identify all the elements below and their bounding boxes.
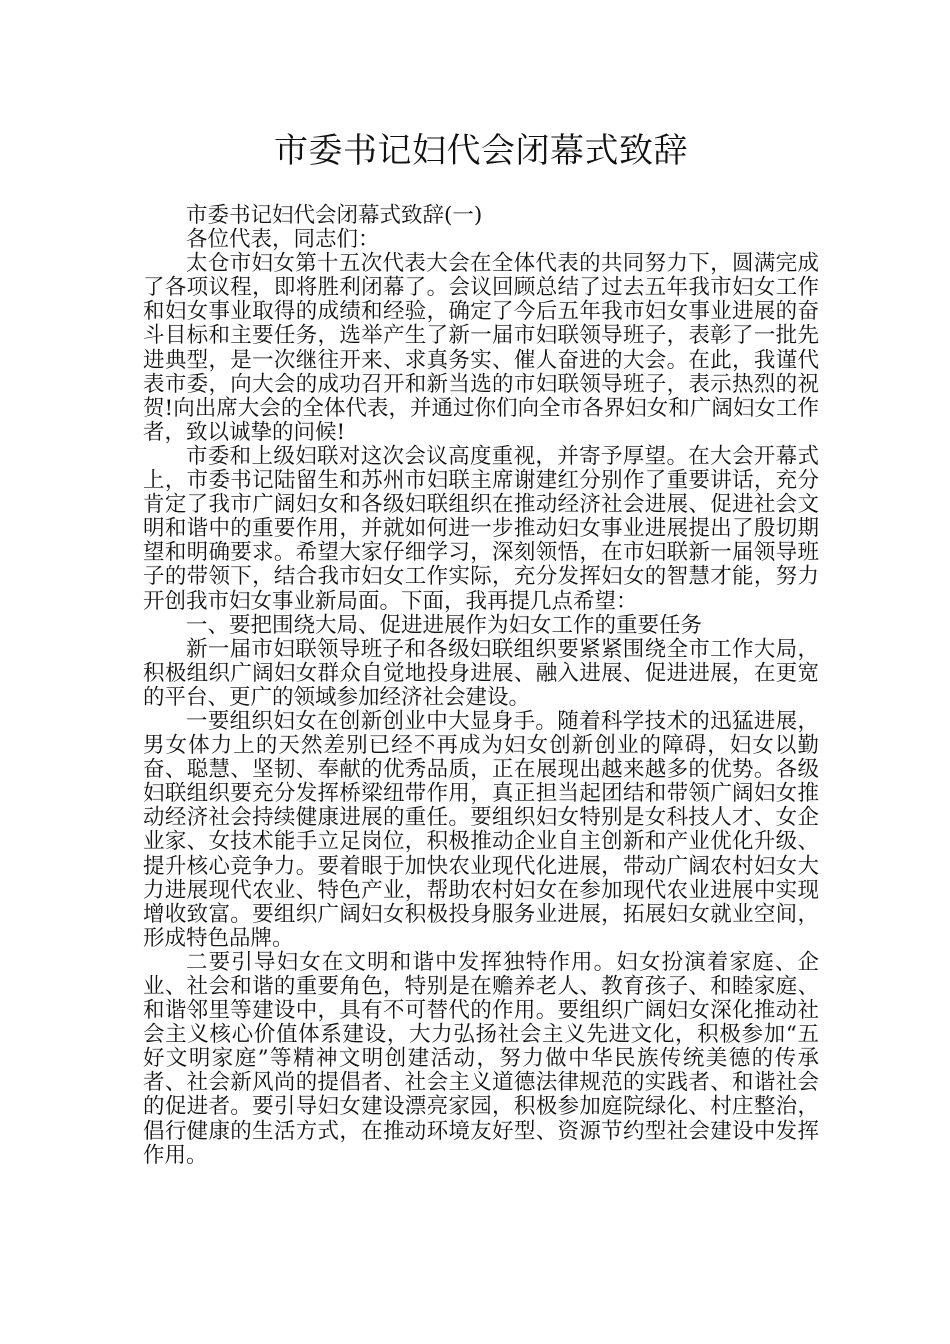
salutation-paragraph: 各位代表，同志们： bbox=[186, 227, 380, 253]
body-paragraph: 一要组织妇女在创新创业中大显身手。随着科学技术的迅猛进展，男女体力上的天然差别已经不再成为妇女创新创业的障碍，妇女以勤奋、聪慧、坚韧、奉献的优秀品质，正在展现出越来越多的优势。各级妇联组织要充分发挥桥梁纽带作用，真正担当起团结和带领广阔妇女推动经济社会持续健康进展的重任。要组织妇女特别是女科技人才、女企业家、女技术能手立足岗位，积极推动企业自主创新和产业优化升级、提升核心竞争力。要着眼于加快农业现代化进展，带动广阔农村妇女大力进展现代农业、特色产业，帮助农村妇女在参加现代农业进展中实现增收致富。要组织广阔妇女积极投身服务业进展，拓展妇女就业空间，形成特色品牌。 bbox=[143, 708, 819, 951]
document-title: 市委书记妇代会闭幕式致辞 bbox=[274, 131, 688, 171]
subtitle-paragraph: 市委书记妇代会闭幕式致辞(一) bbox=[186, 203, 483, 228]
body-paragraph: 市委和上级妇联对这次会议高度重视，并寄予厚望。在大会开幕式上，市委书记陆留生和苏州市妇联主席谢建红分别作了重要讲话，充分肯定了我市广阔妇女和各级妇联组织在推动经济社会进展、促进社会文明和谐中的重要作用，并就如何进一步推动妇女事业进展提出了殷切期望和明确要求。希望大家仔细学习，深刻领悟，在市妇联新一届领导班子的带领下，结合我市妇女工作实际，充分发挥妇女的智慧才能，努力开创我市妇女事业新局面。下面，我再提几点希望： bbox=[143, 443, 819, 614]
body-paragraph: 太仓市妇女第十五次代表大会在全体代表的共同努力下，圆满完成了各项议程，即将胜利闭幕了。会议回顾总结了过去五年我市妇女工作和妇女事业取得的成绩和经验，确定了今后五年我市妇女事业进展的奋斗目标和主要任务，选举产生了新一届市妇联领导班子，表彰了一批先进典型，是一次继往开来、求真务实、催人奋进的大会。在此，我谨代表市委，向大会的成功召开和新当选的市妇联领导班子，表示热烈的祝贺!向出席大会的全体代表，并通过你们向全市各界妇女和广阔妇女工作者，致以诚挚的问候! bbox=[143, 251, 819, 445]
document-body bbox=[143, 204, 819, 1168]
document-page bbox=[143, 0, 819, 1168]
section-heading: 一、要把围绕大局、促进进展作为妇女工作的重要任务 bbox=[186, 612, 703, 638]
body-paragraph: 二要引导妇女在文明和谐中发挥独特作用。妇女扮演着家庭、企业、社会和谐的重要角色，特别是在赡养老人、教育孩子、和睦家庭、和谐邻里等建设中，具有不可替代的作用。要组织广阔妇女深化推动社会主义核心价值体系建设，大力弘扬社会主义先进文化，积极参加“五好文明家庭”等精神文明创建活动，努力做中华民族传统美德的传承者、社会新风尚的提倡者、社会主义道德法律规范的实践者、和谐社会的促进者。要引导妇女建设漂亮家园，积极参加庭院绿化、村庄整治，倡行健康的生活方式，在推动环境友好型、资源节约型社会建设中发挥作用。 bbox=[143, 949, 819, 1168]
body-paragraph: 新一届市妇联领导班子和各级妇联组织要紧紧围绕全市工作大局，积极组织广阔妇女群众自觉地投身进展、融入进展、促进进展，在更宽的平台、更广的领域参加经济社会建设。 bbox=[143, 636, 819, 710]
